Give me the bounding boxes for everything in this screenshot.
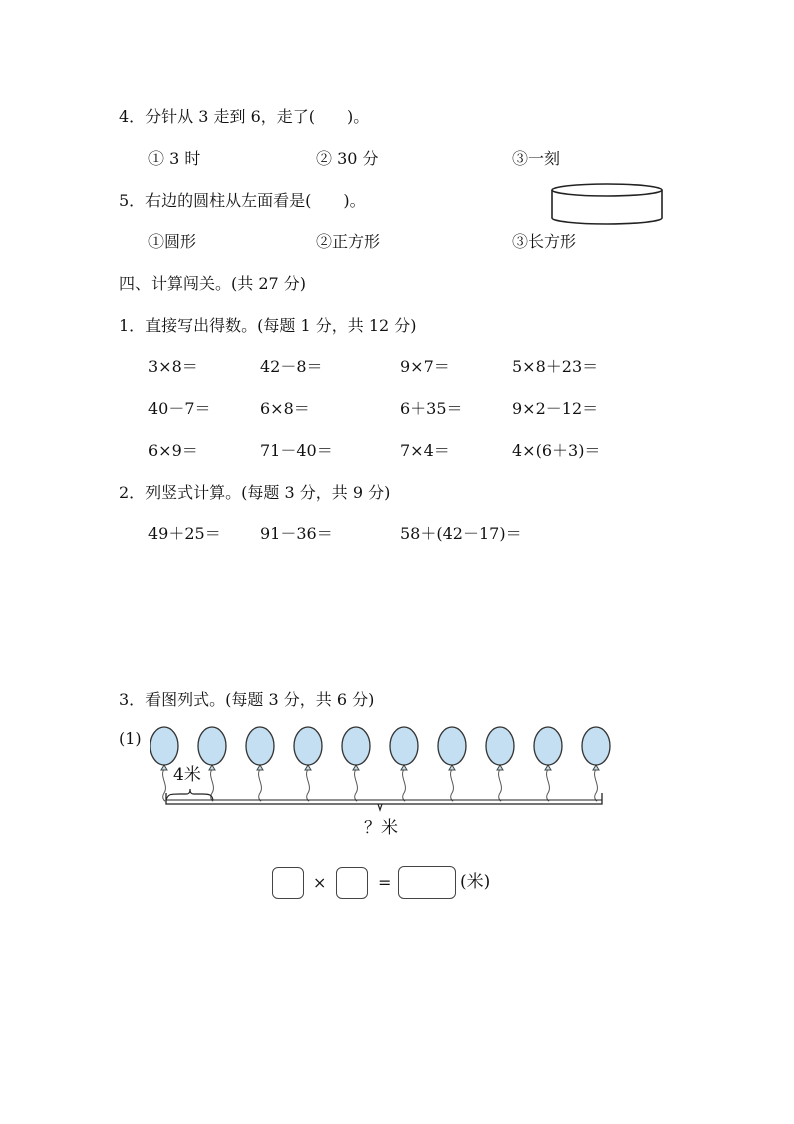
times-sign: × (313, 873, 327, 892)
balloon-knot (401, 765, 407, 770)
unit-label: (米) (460, 872, 491, 892)
balloon (342, 727, 370, 765)
balloon (390, 727, 418, 765)
balloon (486, 727, 514, 765)
balloon-string (547, 769, 550, 801)
balloon-string (259, 769, 262, 801)
balloon-knot (353, 765, 359, 770)
part2-title: 2．列竖式计算。(每题 3 分，共 9 分) (119, 483, 391, 502)
balloon (246, 727, 274, 765)
factor-answer-box[interactable] (272, 867, 304, 899)
calc-item: 9×7＝ (400, 357, 450, 376)
balloon-knot (593, 765, 599, 770)
q4-option-1[interactable]: ① 3 时 (148, 149, 201, 168)
q5-option-1[interactable]: ①圆形 (148, 232, 197, 251)
factor-answer-box[interactable] (336, 867, 368, 899)
calc-item: 6＋35＝ (400, 399, 463, 418)
segment-brace (166, 789, 213, 800)
balloon-string (403, 769, 406, 801)
part3-title: 3．看图列式。(每题 3 分，共 6 分) (119, 690, 375, 709)
balloon-knot (449, 765, 455, 770)
calc-item: 6×8＝ (260, 399, 310, 418)
balloon (582, 727, 610, 765)
q5-stem: 5．右边的圆柱从左面看是( )。 (119, 191, 366, 210)
balloon (294, 727, 322, 765)
balloon-string (163, 769, 166, 801)
calc-item: 3×8＝ (148, 357, 198, 376)
q4-option-2[interactable]: ② 30 分 (316, 149, 379, 168)
vertical-calc-item: 49＋25＝ (148, 524, 221, 543)
calc-item: 9×2－12＝ (512, 399, 599, 418)
balloon-knot (545, 765, 551, 770)
balloon (150, 727, 178, 765)
calc-item: 40－7＝ (148, 399, 211, 418)
balloon (198, 727, 226, 765)
balloon-string (307, 769, 310, 801)
balloon (438, 727, 466, 765)
total-length-bar (166, 793, 602, 804)
cylinder-figure (550, 181, 664, 225)
product-answer-box[interactable] (398, 866, 456, 899)
balloon (534, 727, 562, 765)
q4-stem: 4．分针从 3 走到 6，走了( )。 (119, 107, 370, 126)
q4-option-3[interactable]: ③一刻 (512, 149, 561, 168)
balloon-knot (305, 765, 311, 770)
calc-item: 42－8＝ (260, 357, 323, 376)
vertical-calc-item: 58＋(42－17)＝ (400, 524, 522, 543)
vertical-calc-item: 91－36＝ (260, 524, 333, 543)
q5-option-3[interactable]: ③长方形 (512, 232, 577, 251)
balloon-string (451, 769, 454, 801)
sub-question-label: (1) (119, 729, 142, 748)
q5-option-2[interactable]: ②正方形 (316, 232, 381, 251)
equals-sign: = (378, 873, 392, 892)
balloon-knot (257, 765, 263, 770)
calc-item: 4×(6＋3)＝ (512, 441, 601, 460)
balloon-string (355, 769, 358, 801)
calc-item: 5×8＋23＝ (512, 357, 599, 376)
part1-title: 1．直接写出得数。(每题 1 分，共 12 分) (119, 316, 417, 335)
segment-length-label: 4米 (173, 765, 201, 785)
calc-item: 6×9＝ (148, 441, 198, 460)
balloon-knot (209, 765, 215, 770)
balloon-string (499, 769, 502, 801)
calc-item: 71－40＝ (260, 441, 333, 460)
balloon-knot (161, 765, 167, 770)
balloon-knot (497, 765, 503, 770)
section-title: 四、计算闯关。(共 27 分) (119, 274, 307, 293)
total-length-label: ？米 (364, 818, 398, 838)
total-brace-tip (378, 804, 382, 810)
calc-item: 7×4＝ (400, 441, 450, 460)
balloon-string (595, 769, 598, 801)
